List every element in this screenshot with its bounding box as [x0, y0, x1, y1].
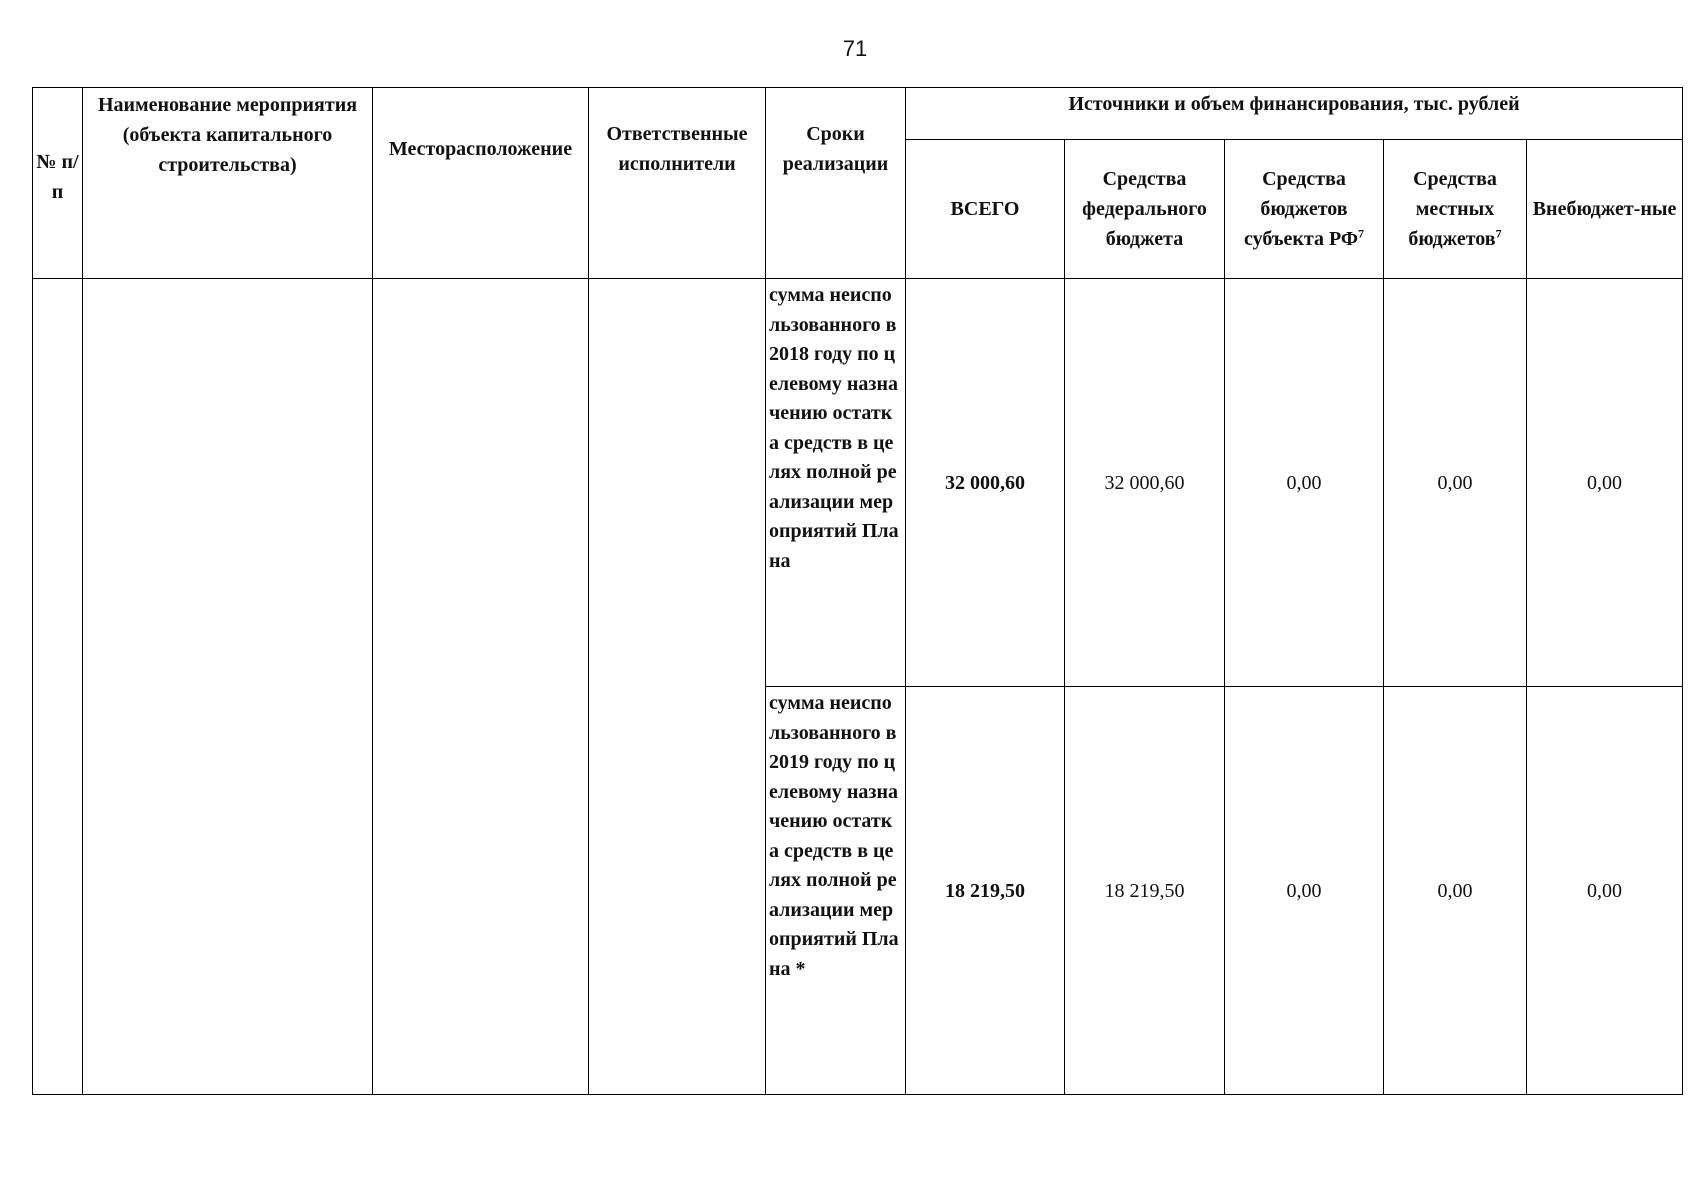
cell-num	[33, 279, 83, 1095]
header-name: Наименование мероприятия (объекта капитального строительства)	[83, 88, 373, 279]
header-extra: Внебюджет-ные	[1527, 140, 1683, 279]
cell-responsible	[589, 279, 766, 1095]
header-subject	[1225, 140, 1384, 279]
header-local-text: Средства местных бюджетов	[1408, 168, 1497, 250]
period-text: сумма неиспользованного в 2019 году по целевому назначению остатка средств в целях полной реализации мероприятий Плана *	[769, 692, 899, 980]
header-total: ВСЕГО	[906, 140, 1065, 279]
footnote-mark: 7	[1495, 226, 1502, 241]
cell-federal: 32 000,60	[1065, 279, 1225, 687]
cell-extra: 0,00	[1527, 687, 1683, 1095]
cell-subject: 0,00	[1225, 687, 1384, 1095]
header-subject-text: Средства бюджетов субъекта РФ	[1243, 168, 1359, 250]
cell-extra: 0,00	[1527, 279, 1683, 687]
cell-location	[373, 279, 589, 1095]
header-num: № п/п	[33, 88, 83, 279]
cell-period	[766, 279, 906, 687]
header-period: Сроки реализации	[766, 88, 906, 279]
cell-period	[766, 687, 906, 1095]
header-sources-group: Источники и объем финансирования, тыс. рублей	[906, 88, 1683, 140]
header-location: Месторасположение	[373, 88, 589, 279]
cell-local: 0,00	[1384, 687, 1527, 1095]
header-local	[1384, 140, 1527, 279]
cell-federal: 18 219,50	[1065, 687, 1225, 1095]
header-federal: Средства федерального бюджета	[1065, 140, 1225, 279]
page-number: 71	[842, 36, 868, 61]
cell-name	[83, 279, 373, 1095]
table-row	[33, 279, 1683, 687]
cell-total: 18 219,50	[906, 687, 1065, 1095]
financing-table	[32, 87, 1683, 1095]
footnote-mark: 7	[1358, 226, 1365, 241]
cell-subject: 0,00	[1225, 279, 1384, 687]
cell-total: 32 000,60	[906, 279, 1065, 687]
cell-local: 0,00	[1384, 279, 1527, 687]
header-responsible: Ответственные исполнители	[589, 88, 766, 279]
period-text: сумма неиспользованного в 2018 году по целевому назначению остатка средств в целях полной реализации мероприятий Плана	[769, 284, 899, 572]
